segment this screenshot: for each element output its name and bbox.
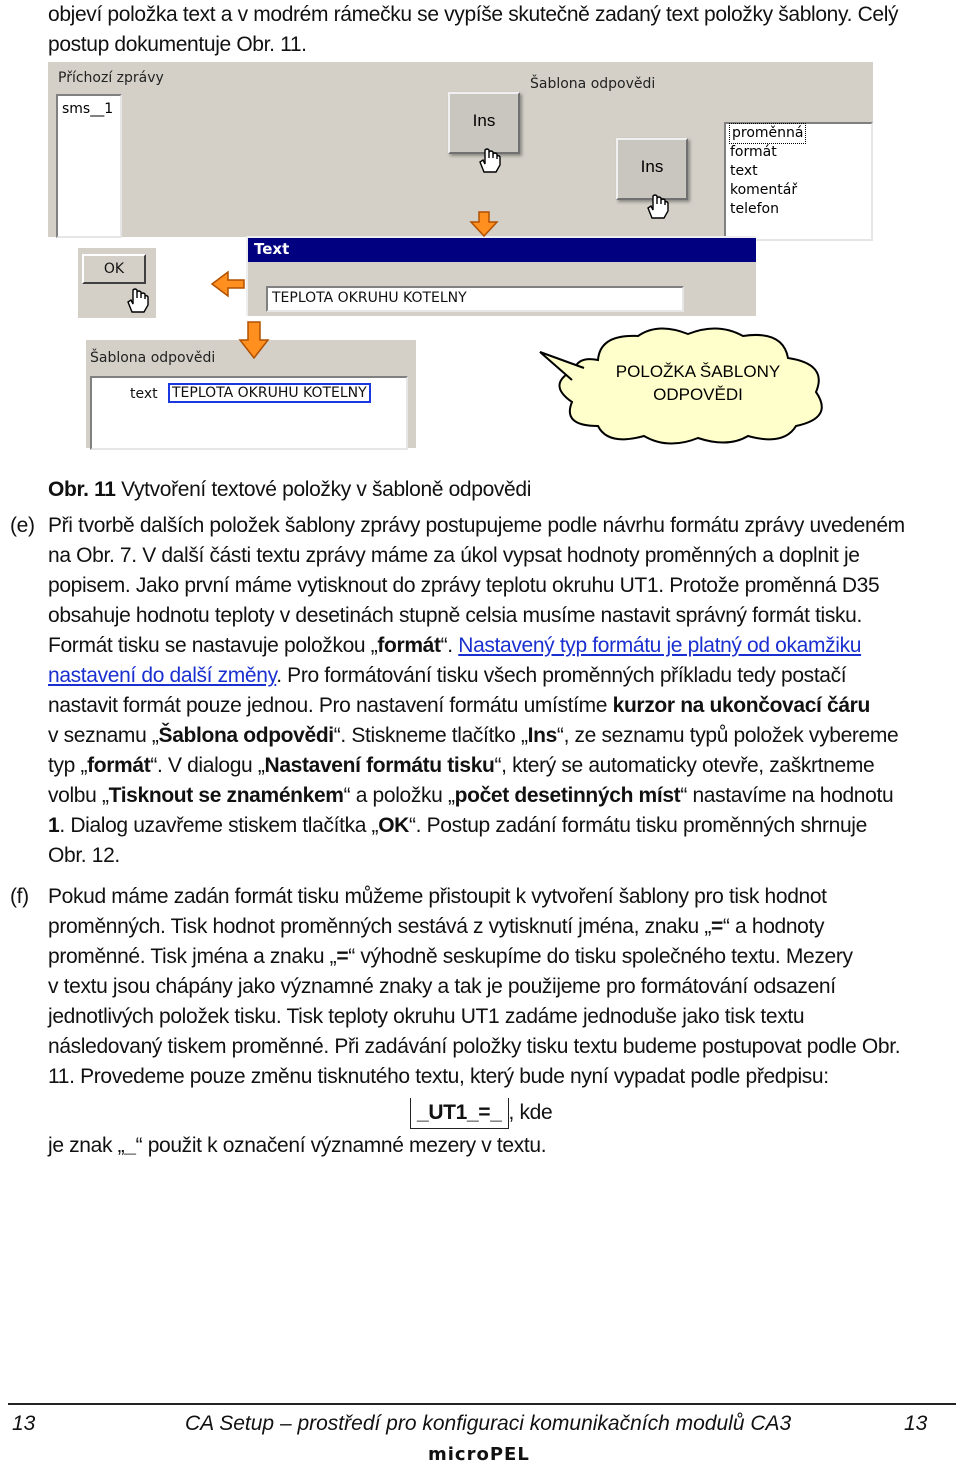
formula-tail: , kde xyxy=(508,1101,553,1124)
list-item[interactable]: formát xyxy=(730,144,777,160)
text-line: na Obr. 7. V další části textu zprávy máme za úkol vypsat hodnoty proměnných a doplnit je xyxy=(48,544,860,567)
text-line: typ „formát“. V dialogu „Nastavení formátu tisku“, který se automaticky otevře, zaškrtneme xyxy=(48,754,875,777)
caption-label: Obr. 11 xyxy=(48,478,116,501)
result-value[interactable]: TEPLOTA OKRUHU KOTELNY xyxy=(168,383,371,403)
arrow-down-icon xyxy=(240,322,268,358)
text-line: Obr. 12. xyxy=(48,844,120,867)
text-line: volbu „Tisknout se znaménkem“ a položku „počet desetinných míst“ nastavíme na hodnotu xyxy=(48,784,894,807)
arrow-left-icon xyxy=(212,272,244,296)
result-title: Šablona odpovědi xyxy=(90,350,216,366)
cloud-line: ODPOVĚDI xyxy=(653,385,743,404)
page-number-left: 13 xyxy=(12,1412,36,1435)
formula-line xyxy=(410,1098,958,1128)
para-e xyxy=(48,511,958,871)
logo-text: microPEL xyxy=(428,1444,530,1465)
para-f xyxy=(48,882,958,1161)
list-item[interactable]: telefon xyxy=(730,201,779,217)
cloud-line: POLOŽKA ŠABLONY xyxy=(615,362,781,381)
footer-rule xyxy=(8,1403,956,1405)
text-input-value: TEPLOTA OKRUHU KOTELNY xyxy=(272,290,467,306)
intro-line: postup dokumentuje Obr. 11. xyxy=(48,33,307,56)
cloud-text xyxy=(608,360,788,406)
text-line: Při tvorbě dalších položek šablony zprávy postupujeme podle návrhu formátu zprávy uvedeném xyxy=(48,514,905,537)
text-line: 1. Dialog uzavřeme stiskem tlačítka „OK“. Postup zadání formátu tisku proměnných shrnuje xyxy=(48,814,867,837)
figure-11 xyxy=(48,62,873,452)
template-title: Šablona odpovědi xyxy=(530,76,656,92)
text-line: proměnných. Tisk hodnot proměnných sestává z vytisknutí jména, znaku „=“ a hodnoty xyxy=(48,915,825,938)
ins-button[interactable]: Ins xyxy=(616,138,688,200)
result-label: text xyxy=(130,386,158,402)
formula-box: _UT1_=_ xyxy=(410,1098,509,1129)
format-note-link[interactable]: nastavení do další změny xyxy=(48,664,277,687)
text-line: proměnné. Tisk jména a znaku „=“ výhodně seskupíme do tisku společného textu. Mezery xyxy=(48,945,853,968)
list-item[interactable]: text xyxy=(730,163,758,179)
text-line: v textu jsou chápány jako významné znaky a tak je použijeme pro formátování odsazení xyxy=(48,975,836,998)
text-dialog-title: Text xyxy=(254,240,290,258)
text-line: následovaný tiskem proměnné. Při zadávání položky tisku textu budeme postupovat podle Obr. xyxy=(48,1035,901,1058)
list-item[interactable]: komentář xyxy=(730,182,798,198)
caption-text: Vytvoření textové položky v šabloně odpovědi xyxy=(121,478,532,501)
para-f-label: (f) xyxy=(10,885,29,908)
text-line: je znak „_“ použit k označení významné mezery v textu. xyxy=(48,1134,547,1157)
footer-title: CA Setup – prostředí pro konfiguraci komunikačních modulů CA3 xyxy=(185,1412,792,1435)
text-line: Formát tisku se nastavuje položkou „formát“. Nastavený typ formátu je platný od okamžiku xyxy=(48,634,862,657)
text-line: nastavení do další změny. Pro formátování tisku všech proměnných příkladu tedy postačí xyxy=(48,664,847,687)
text-line: 11. Provedeme pouze změnu tisknutého textu, který bude nyní vypadat podle předpisu: xyxy=(48,1065,829,1088)
ok-button[interactable]: OK xyxy=(82,254,146,284)
text-line: nastavit formát pouze jednou. Pro nastavení formátu umístíme kurzor na ukončovací čáru xyxy=(48,694,870,717)
micropel-logo xyxy=(428,1444,530,1474)
page-number-right: 13 xyxy=(904,1412,928,1435)
text-line: jednotlivých položek tisku. Tisk teploty okruhu UT1 zadáme jednoduše jako tisk textu xyxy=(48,1005,805,1028)
text-line: popisem. Jako první máme vytisknout do zprávy teplotu okruhu UT1. Protože proměnná D35 xyxy=(48,574,880,597)
list-item[interactable]: sms__1 xyxy=(62,101,114,117)
arrow-down-icon xyxy=(471,212,497,236)
text-line: obsahuje hodnotu teploty v desetinách stupně celsia musíme nastavit správný formát tisku. xyxy=(48,604,862,627)
figure-caption xyxy=(48,478,531,502)
intro-line: objeví položka text a v modrém rámečku se vypíše skutečně zadaný text položky šablony. Celý xyxy=(48,3,899,26)
incoming-title: Příchozí zprávy xyxy=(58,70,164,86)
intro-text xyxy=(48,0,948,60)
para-e-label: (e) xyxy=(10,514,35,537)
text-line: v seznamu „Šablona odpovědi“. Stiskneme tlačítko „Ins“, ze seznamu typů položek vybereme xyxy=(48,724,899,747)
list-item[interactable]: proměnná xyxy=(732,125,804,141)
ins-button[interactable]: Ins xyxy=(448,92,520,154)
format-note-link[interactable]: Nastavený typ formátu je platný od okamžiku xyxy=(458,634,862,657)
text-line: Pokud máme zadán formát tisku můžeme přistoupit k vytvoření šablony pro tisk hodnot xyxy=(48,885,827,908)
